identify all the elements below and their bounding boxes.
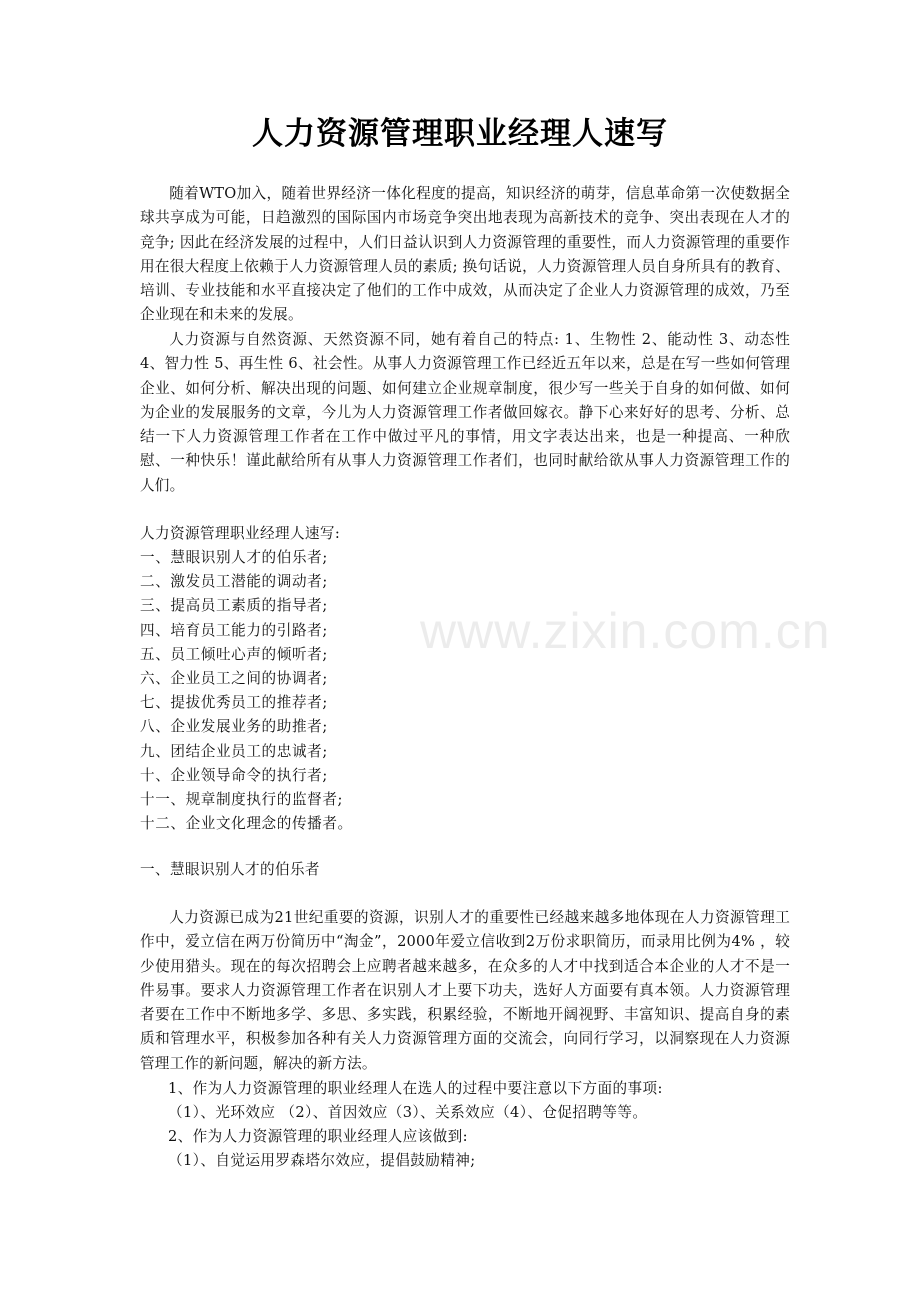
list-item: 六、企业员工之间的协调者;	[140, 670, 328, 688]
list-item: 八、企业发展业务的助推者;	[140, 718, 328, 736]
role-list	[140, 546, 353, 836]
intro-paragraph-2: 人力资源与自然资源、天然资源不同，她有着自己的特点: 1、生物性 2、能动性 3、动态性 4、智力性 5、再生性 6、社会性。从事人力资源管理工作已经近五年以来，总是在写一些如何管理企业、如何分析、解决出现的问题、如何建立企业规章制度，很少写一些关于自身的如何做、如何为企业的发展服务的文章，今儿为人力资源管理工作者做回嫁衣。静下心来好好的思考、分析、总结一下人力资源管理工作者在工作中做过平凡的事情，用文字表达出来，也是一种提高、一种欣慰、一种快乐！谨此献给所有从事人力资源管理工作者们，也同时献给欲从事人力资源管理工作的人们。	[140, 331, 790, 494]
list-item: 十、企业领导命令的执行者;	[140, 766, 328, 784]
watermark: www.zixin.com.cn	[420, 603, 831, 659]
point-1: 1、作为人力资源管理的职业经理人在选人的过程中要注意以下方面的事项:	[168, 1080, 663, 1097]
list-item: 四、培育员工能力的引路者;	[140, 621, 328, 639]
list-item: 三、提高员工素质的指导者;	[140, 597, 328, 615]
list-item: 九、团结企业员工的忠诚者;	[140, 742, 328, 760]
list-item: 十一、规章制度执行的监督者;	[140, 791, 344, 809]
list-heading: 人力资源管理职业经理人速写:	[140, 525, 341, 542]
list-item: 十二、企业文化理念的传播者。	[140, 815, 353, 833]
point-1-items: （1）、光环效应 （2）、首因效应（3）、关系效应（4）、仓促招聘等等。	[168, 1104, 648, 1121]
list-item: 一、慧眼识别人才的伯乐者;	[140, 549, 328, 566]
document-title: 人力资源管理职业经理人速写	[252, 116, 668, 152]
point-2: 2、作为人力资源管理的职业经理人应该做到:	[168, 1128, 468, 1145]
section-heading: 一、慧眼识别人才的伯乐者	[140, 861, 320, 878]
intro-paragraph-1: 随着WTO加入，随着世界经济一体化程度的提高，知识经济的萌芽，信息革命第一次使数据全球共享成为可能，日趋激烈的国际国内市场竞争突出地表现为高新技术的竞争、突出表现在人才的竞争; 因此在经济发展的过程中，人们日益认识到人力资源管理的重要性，而人力资源管理的重要作用在很大程度上依赖于人力资源管理人员的素质; 换句话说，人力资源管理人员自身所具有的教育、培训、专业技能和水平直接决定了他们的工作中成效，从而决定了企业人力资源管理的成效，乃至企业现在和未来的发展。	[140, 185, 790, 324]
section-paragraph: 人力资源已成为21世纪重要的资源，识别人才的重要性已经越来越多地体现在人力资源管理工作中，爱立信在两万份简历中“淘金”，2000年爱立信收到2万份求职简历，而录用比例为4% ，较少使用猎头。现在的每次招聘会上应聘者越来越多，在众多的人才中找到适合本企业的人才不是一件易事。要求人力资源管理工作者在识别人才上要下功夫，选好人方面要有真本领。人力资源管理者要在工作中不断地多学、多思、多实践，积累经验，不断地开阔视野、丰富知识、提高自身的素质和管理水平，积极参加各种有关人力资源管理方面的交流会，向同行学习，以洞察现在人力资源管理工作的新问题，解决的新方法。	[140, 909, 790, 1072]
list-item: 二、激发员工潜能的调动者;	[140, 573, 328, 591]
point-2-items: （1）、自觉运用罗森塔尔效应，提倡鼓励精神;	[168, 1152, 476, 1169]
list-item: 七、提拔优秀员工的推荐者;	[140, 694, 328, 712]
list-item: 五、员工倾吐心声的倾听者;	[140, 645, 328, 663]
